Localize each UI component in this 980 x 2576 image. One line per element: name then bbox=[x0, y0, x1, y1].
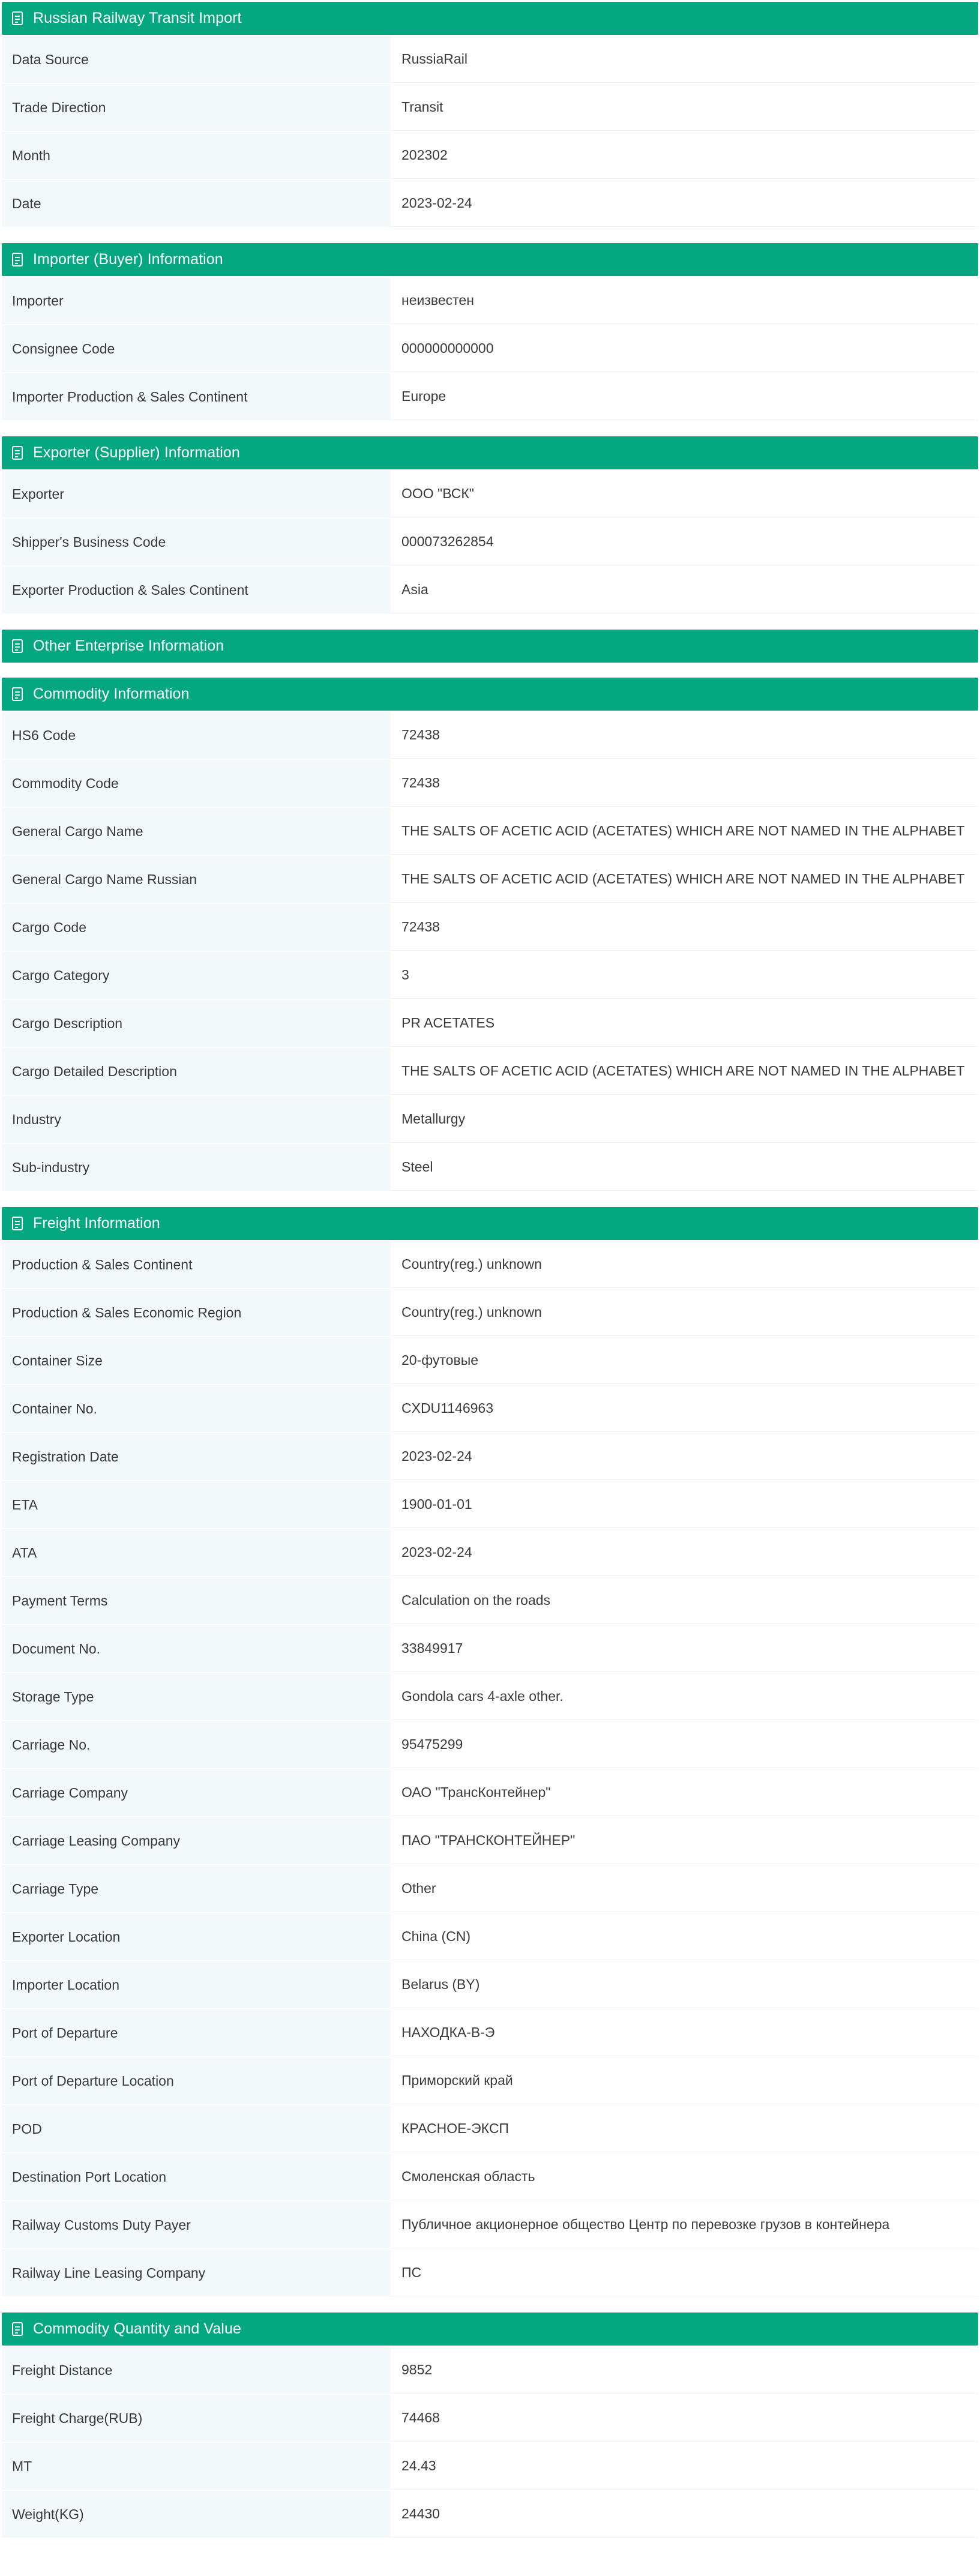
field-row bbox=[2, 2153, 978, 2201]
field-row bbox=[2, 856, 978, 904]
field-row bbox=[2, 1961, 978, 2009]
field-row bbox=[2, 1625, 978, 1673]
field-value: ОАО "ТрансКонтейнер" bbox=[391, 1769, 978, 1816]
field-value: 000000000000 bbox=[391, 325, 978, 372]
field-row bbox=[2, 2395, 978, 2443]
field-row bbox=[2, 1096, 978, 1144]
field-row bbox=[2, 1577, 978, 1625]
field-row bbox=[2, 1817, 978, 1865]
field-row bbox=[2, 277, 978, 325]
field-row bbox=[2, 1721, 978, 1769]
field-row bbox=[2, 952, 978, 1000]
field-value: ООО "ВСК" bbox=[391, 471, 978, 517]
field-value: 33849917 bbox=[391, 1625, 978, 1672]
section bbox=[2, 2313, 978, 2539]
section bbox=[2, 243, 978, 421]
field-value: Metallurgy bbox=[391, 1096, 978, 1143]
field-value: 9852 bbox=[391, 2347, 978, 2394]
field-label: Weight(KG) bbox=[2, 2491, 391, 2538]
field-label: Railway Customs Duty Payer bbox=[2, 2201, 391, 2248]
field-row bbox=[2, 1048, 978, 1096]
field-row bbox=[2, 1144, 978, 1192]
field-label: Month bbox=[2, 132, 391, 179]
field-value: 72438 bbox=[391, 760, 978, 807]
field-value: 2023-02-24 bbox=[391, 1529, 978, 1576]
field-row bbox=[2, 84, 978, 132]
field-row bbox=[2, 36, 978, 84]
section-title: Importer (Buyer) Information bbox=[33, 251, 223, 268]
field-row bbox=[2, 1481, 978, 1529]
field-value: Europe bbox=[391, 373, 978, 420]
field-value: КРАСНОЕ-ЭКСП bbox=[391, 2105, 978, 2152]
field-value: Country(reg.) unknown bbox=[391, 1289, 978, 1336]
field-list bbox=[2, 2347, 978, 2539]
field-label: Sub-industry bbox=[2, 1144, 391, 1191]
field-row bbox=[2, 2201, 978, 2249]
field-label: Railway Line Leasing Company bbox=[2, 2249, 391, 2296]
field-value: THE SALTS OF ACETIC ACID (ACETATES) WHICH ARE NOT NAMED IN THE ALPHABET bbox=[391, 856, 978, 903]
document-icon bbox=[11, 687, 25, 702]
field-label: Importer bbox=[2, 277, 391, 324]
field-row bbox=[2, 1673, 978, 1721]
field-value: 2023-02-24 bbox=[391, 1433, 978, 1480]
field-label: Destination Port Location bbox=[2, 2153, 391, 2200]
section bbox=[2, 678, 978, 1192]
field-list bbox=[2, 471, 978, 615]
section-title: Other Enterprise Information bbox=[33, 637, 224, 654]
field-list bbox=[2, 712, 978, 1192]
field-label: General Cargo Name Russian bbox=[2, 856, 391, 903]
field-value: 74468 bbox=[391, 2395, 978, 2442]
field-label: Exporter Location bbox=[2, 1913, 391, 1960]
field-list bbox=[2, 36, 978, 228]
field-value: неизвестен bbox=[391, 277, 978, 324]
section-header bbox=[2, 2, 978, 35]
section-header bbox=[2, 2313, 978, 2346]
field-row bbox=[2, 808, 978, 856]
field-label: Freight Charge(RUB) bbox=[2, 2395, 391, 2442]
field-value: 202302 bbox=[391, 132, 978, 179]
field-row bbox=[2, 2443, 978, 2491]
document-icon bbox=[11, 445, 25, 461]
field-label: Exporter bbox=[2, 471, 391, 517]
field-value: Steel bbox=[391, 1144, 978, 1191]
section-title: Exporter (Supplier) Information bbox=[33, 444, 240, 461]
field-row bbox=[2, 1385, 978, 1433]
field-value: Приморский край bbox=[391, 2057, 978, 2104]
field-label: Cargo Detailed Description bbox=[2, 1048, 391, 1095]
field-value: Публичное акционерное общество Центр по перевозке грузов в контейнера bbox=[391, 2201, 978, 2248]
field-row bbox=[2, 180, 978, 228]
field-row bbox=[2, 1000, 978, 1048]
field-list bbox=[2, 277, 978, 421]
field-value: 1900-01-01 bbox=[391, 1481, 978, 1528]
field-label: Date bbox=[2, 180, 391, 227]
field-row bbox=[2, 1433, 978, 1481]
field-value: 2023-02-24 bbox=[391, 180, 978, 227]
field-value: Смоленская область bbox=[391, 2153, 978, 2200]
field-label: Freight Distance bbox=[2, 2347, 391, 2394]
field-row bbox=[2, 2491, 978, 2539]
field-label: POD bbox=[2, 2105, 391, 2152]
field-row bbox=[2, 1913, 978, 1961]
field-label: Carriage Leasing Company bbox=[2, 1817, 391, 1864]
section bbox=[2, 2, 978, 228]
field-row bbox=[2, 2105, 978, 2153]
field-value: THE SALTS OF ACETIC ACID (ACETATES) WHICH ARE NOT NAMED IN THE ALPHABET bbox=[391, 1048, 978, 1095]
field-value: Belarus (BY) bbox=[391, 1961, 978, 2008]
field-row bbox=[2, 1289, 978, 1337]
document-icon bbox=[11, 2322, 25, 2337]
field-label: Carriage Company bbox=[2, 1769, 391, 1816]
field-value: НАХОДКА-В-Э bbox=[391, 2009, 978, 2056]
field-label: Production & Sales Continent bbox=[2, 1241, 391, 1288]
section-title: Freight Information bbox=[33, 1215, 160, 1232]
field-value: 24.43 bbox=[391, 2443, 978, 2490]
section bbox=[2, 630, 978, 663]
field-value: 3 bbox=[391, 952, 978, 999]
section-title: Commodity Information bbox=[33, 685, 190, 702]
field-label: Consignee Code bbox=[2, 325, 391, 372]
field-value: THE SALTS OF ACETIC ACID (ACETATES) WHICH ARE NOT NAMED IN THE ALPHABET bbox=[391, 808, 978, 855]
field-row bbox=[2, 1337, 978, 1385]
field-row bbox=[2, 1865, 978, 1913]
field-label: Container No. bbox=[2, 1385, 391, 1432]
field-row bbox=[2, 1241, 978, 1289]
field-label: Exporter Production & Sales Continent bbox=[2, 567, 391, 613]
field-row bbox=[2, 1769, 978, 1817]
field-row bbox=[2, 471, 978, 519]
field-label: Production & Sales Economic Region bbox=[2, 1289, 391, 1336]
section-header bbox=[2, 243, 978, 276]
field-row bbox=[2, 519, 978, 567]
field-value: Gondola cars 4-axle other. bbox=[391, 1673, 978, 1720]
section-header bbox=[2, 678, 978, 711]
field-label: Carriage Type bbox=[2, 1865, 391, 1912]
field-value: 95475299 bbox=[391, 1721, 978, 1768]
field-row bbox=[2, 712, 978, 760]
field-value: 000073262854 bbox=[391, 519, 978, 565]
field-label: Port of Departure Location bbox=[2, 2057, 391, 2104]
section-title: Commodity Quantity and Value bbox=[33, 2320, 241, 2337]
field-label: Cargo Description bbox=[2, 1000, 391, 1047]
field-row bbox=[2, 2249, 978, 2298]
field-value: 72438 bbox=[391, 712, 978, 759]
field-value: Calculation on the roads bbox=[391, 1577, 978, 1624]
section-title: Russian Railway Transit Import bbox=[33, 10, 242, 26]
field-value: 20-футовые bbox=[391, 1337, 978, 1384]
section bbox=[2, 436, 978, 615]
document-icon bbox=[11, 639, 25, 654]
field-label: Commodity Code bbox=[2, 760, 391, 807]
field-value: 72438 bbox=[391, 904, 978, 951]
section-header bbox=[2, 1207, 978, 1240]
field-label: Importer Production & Sales Continent bbox=[2, 373, 391, 420]
field-label: Registration Date bbox=[2, 1433, 391, 1480]
field-row bbox=[2, 132, 978, 180]
field-value: China (CN) bbox=[391, 1913, 978, 1960]
field-label: General Cargo Name bbox=[2, 808, 391, 855]
field-label: MT bbox=[2, 2443, 391, 2490]
field-label: ATA bbox=[2, 1529, 391, 1576]
field-label: Payment Terms bbox=[2, 1577, 391, 1624]
field-row bbox=[2, 567, 978, 615]
field-label: ETA bbox=[2, 1481, 391, 1528]
section-header bbox=[2, 630, 978, 663]
field-value: 24430 bbox=[391, 2491, 978, 2538]
field-row bbox=[2, 373, 978, 421]
field-label: Industry bbox=[2, 1096, 391, 1143]
field-label: Shipper's Business Code bbox=[2, 519, 391, 565]
document-icon bbox=[11, 252, 25, 268]
field-row bbox=[2, 904, 978, 952]
field-label: Container Size bbox=[2, 1337, 391, 1384]
field-label: Carriage No. bbox=[2, 1721, 391, 1768]
field-row bbox=[2, 2057, 978, 2105]
field-row bbox=[2, 325, 978, 373]
field-label: Importer Location bbox=[2, 1961, 391, 2008]
field-value: Other bbox=[391, 1865, 978, 1912]
field-row bbox=[2, 2009, 978, 2057]
field-value: ПС bbox=[391, 2249, 978, 2296]
field-value: Asia bbox=[391, 567, 978, 613]
document-icon bbox=[11, 1216, 25, 1232]
field-label: Cargo Code bbox=[2, 904, 391, 951]
field-list bbox=[2, 1241, 978, 2298]
section bbox=[2, 1207, 978, 2298]
field-value: PR ACETATES bbox=[391, 1000, 978, 1047]
field-value: Country(reg.) unknown bbox=[391, 1241, 978, 1288]
field-row bbox=[2, 760, 978, 808]
field-value: CXDU1146963 bbox=[391, 1385, 978, 1432]
field-value: ПАО "ТРАНСКОНТЕЙНЕР" bbox=[391, 1817, 978, 1864]
field-label: Port of Departure bbox=[2, 2009, 391, 2056]
document-icon bbox=[11, 11, 25, 26]
field-label: Document No. bbox=[2, 1625, 391, 1672]
field-label: HS6 Code bbox=[2, 712, 391, 759]
field-label: Storage Type bbox=[2, 1673, 391, 1720]
field-value: RussiaRail bbox=[391, 36, 978, 83]
field-label: Data Source bbox=[2, 36, 391, 83]
field-label: Cargo Category bbox=[2, 952, 391, 999]
field-row bbox=[2, 1529, 978, 1577]
field-label: Trade Direction bbox=[2, 84, 391, 131]
field-row bbox=[2, 2347, 978, 2395]
section-header bbox=[2, 436, 978, 469]
field-value: Transit bbox=[391, 84, 978, 131]
